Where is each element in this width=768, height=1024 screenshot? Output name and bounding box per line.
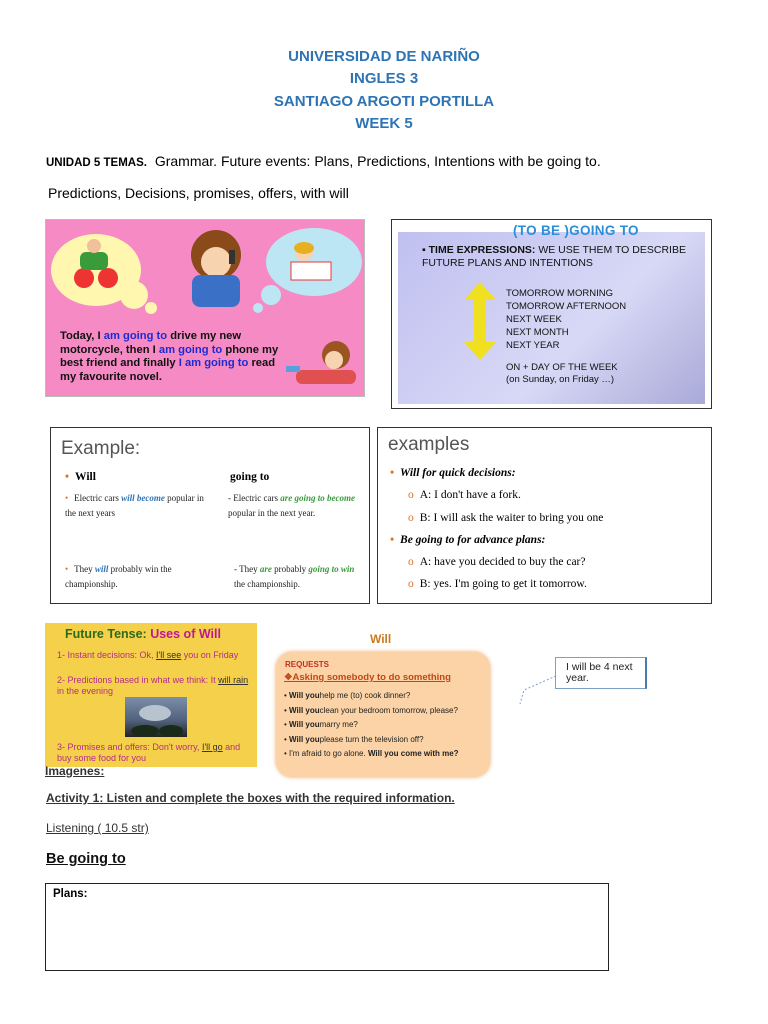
callout-box <box>555 657 647 689</box>
will-example-2: • They will probably win the championship. <box>65 564 172 589</box>
uses-of-will-slide <box>45 623 257 767</box>
requests-heading: ❖Asking somebody to do something <box>284 672 451 683</box>
activity-instructions: Activity 1: Listen and complete the boxes with the required information. <box>46 791 455 805</box>
plans-answer-box[interactable] <box>45 883 609 971</box>
time-expression-item: NEXT WEEK <box>506 314 562 325</box>
time-expression-item: NEXT MONTH <box>506 327 569 338</box>
student-name: SANTIAGO ARGOTI PORTILLA <box>273 93 495 110</box>
plans-label: Plans: <box>53 888 88 900</box>
cloud-icon <box>125 697 187 737</box>
time-expression-item: NEXT YEAR <box>506 340 560 351</box>
caption-part: phone my best friend and finally <box>60 343 279 369</box>
use-promises-offers: 3- Promises and offers: Don't worry, I'll go and buy some food for you <box>57 742 241 763</box>
request-item: • Will youplease turn the television off? <box>284 734 424 744</box>
quick-decisions-examples <box>377 427 712 604</box>
time-expressions-heading: ▪ TIME EXPRESSIONS: WE USE THEM TO DESCRIBE FUTURE PLANS AND INTENTIONS <box>422 244 686 269</box>
listening-link[interactable]: Listening ( 10.5 str) <box>46 821 149 835</box>
going-to-column-label: going to <box>230 471 270 483</box>
will-column-label: • Will <box>65 471 96 483</box>
day-line: ON + DAY OF THE WEEK <box>506 362 618 373</box>
dialogue-a1: o A: I don't have a fork. <box>408 489 521 501</box>
course-title: INGLES 3 <box>349 70 419 87</box>
time-expressions-slide <box>391 219 712 409</box>
request-item: • Will youmarry me? <box>284 720 358 729</box>
time-expression-list <box>506 287 626 352</box>
examples-title: examples <box>388 434 470 455</box>
dialogue-b2: o B: yes. I'm going to get it tomorrow. <box>408 578 587 590</box>
caption-highlight: am going to <box>158 343 223 356</box>
university-title: UNIVERSIDAD DE NARIÑO <box>288 48 480 65</box>
thought-cloud-left <box>51 234 157 314</box>
thought-cloud-right <box>253 228 362 313</box>
going-to-illustration <box>45 219 365 397</box>
day-of-week-note <box>506 362 618 386</box>
uses-title: Future Tense: Uses of Will <box>65 627 221 641</box>
will-requests-card <box>276 652 490 777</box>
request-item: • Will youhelp me (to) cook dinner? <box>284 691 411 700</box>
girl-on-phone <box>191 230 241 307</box>
te-label: TIME EXPRESSIONS: <box>428 244 536 256</box>
intro-line-2: Predictions, Decisions, promises, offers, with will <box>48 185 349 201</box>
dialogue-a2: o A: have you decided to buy the car? <box>408 556 586 568</box>
will-example-1: • Electric cars will become popular in the next years <box>65 493 204 518</box>
girl-reading <box>286 341 356 384</box>
use-predictions: 2- Predictions based in what we think: It will rain in the evening <box>57 675 249 696</box>
going-to-example-2: - They are probably going to win the championship. <box>234 564 355 589</box>
caption-highlight: am going to <box>103 330 168 342</box>
time-expression-item: TOMORROW AFTERNOON <box>506 301 627 312</box>
caption-part: drive my new motorcycle, then I <box>60 330 242 356</box>
be-going-to-heading: Be going to <box>46 851 126 867</box>
requests-label: REQUESTS <box>285 660 330 669</box>
will-requests-title: Will <box>370 632 392 646</box>
example-title: Example: <box>61 438 141 459</box>
intro-text-1: Grammar. Future events: Plans, Predictions, Intentions with be going to. <box>154 153 601 169</box>
caption-part: Today, I <box>60 330 104 342</box>
intro-line-1 <box>46 153 601 169</box>
request-list <box>284 689 489 762</box>
caption-part: read my favourite novel. <box>60 357 276 383</box>
going-to-heading: • Be going to for advance plans: <box>390 534 546 546</box>
slide-title: (TO BE )GOING TO <box>513 223 639 238</box>
caption-highlight: I am going to <box>178 357 249 369</box>
dialogue-b1: o B: I will ask the waiter to bring you one <box>408 512 604 524</box>
rain-clouds-photo <box>125 697 187 737</box>
request-item: • I'm afraid to go alone. Will you come with me? <box>284 749 459 758</box>
callout-pointer <box>518 672 558 708</box>
te-description: WE USE THEM TO DESCRIBE FUTURE PLANS AND INTENTIONS <box>422 244 686 269</box>
intro-label: UNIDAD 5 TEMAS. <box>46 157 147 169</box>
going-to-example-1: - Electric cars are going to become popular in the next year. <box>228 493 355 518</box>
will-heading: • Will for quick decisions: <box>390 467 516 479</box>
double-arrow-icon <box>462 282 498 360</box>
will-vs-going-to-example <box>50 427 370 604</box>
use-instant-decisions: 1- Instant decisions: Ok, I'll see you on Friday <box>57 650 239 660</box>
request-item: • Will youclean your bedroom tomorrow, please? <box>284 705 458 715</box>
illustration-caption <box>60 330 290 384</box>
week-title: WEEK 5 <box>355 115 413 132</box>
imagenes-label: Imagenes: <box>45 764 105 778</box>
time-expression-item: TOMORROW MORNING <box>506 288 613 299</box>
callout-text: I will be 4 next year. <box>566 661 633 684</box>
day-example: (on Sunday, on Friday …) <box>506 374 615 385</box>
